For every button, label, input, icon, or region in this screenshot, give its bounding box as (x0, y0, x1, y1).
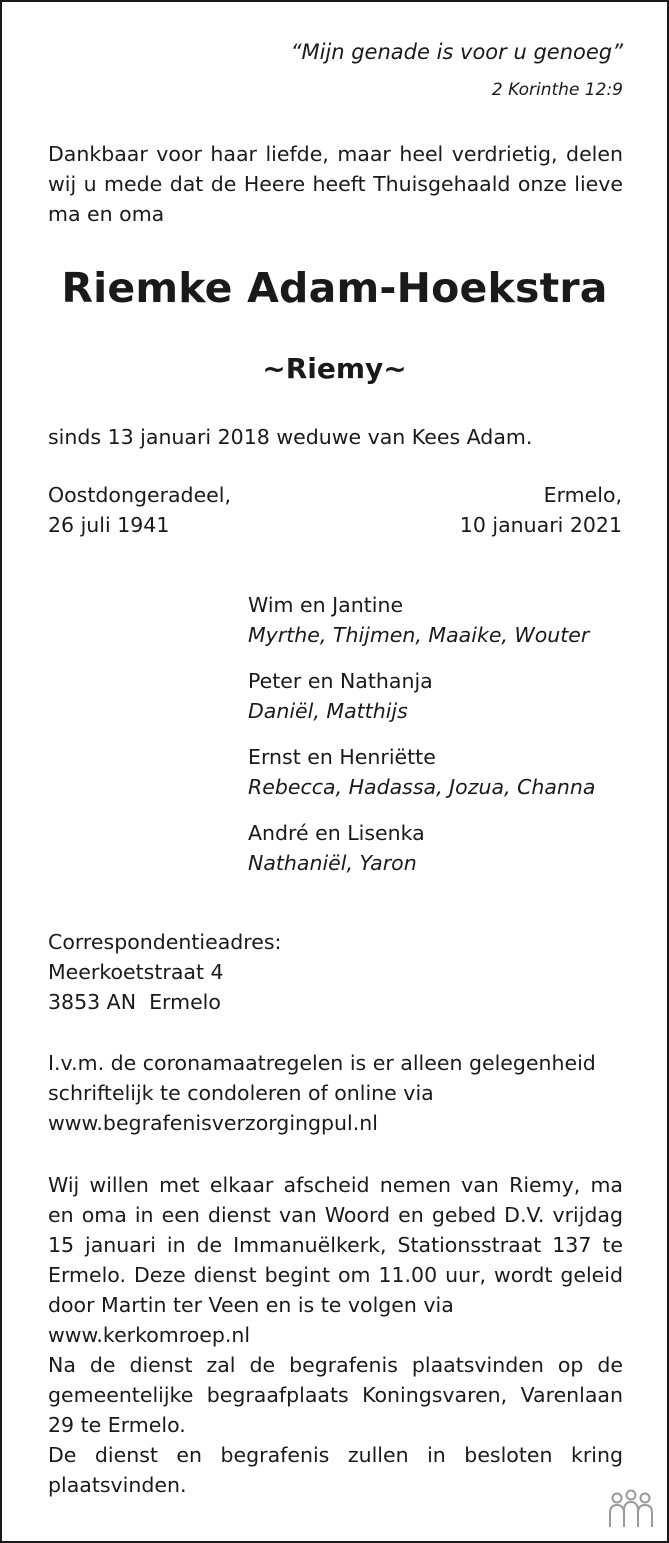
bible-quote: “Mijn genade is voor u genoeg” (290, 40, 623, 64)
family-parents: André en Lisenka (248, 821, 425, 845)
widow-line: sinds 13 januari 2018 weduwe van Kees Adam. (48, 425, 533, 449)
birth-place: Oostdongeradeel, (48, 483, 232, 507)
closing-paragraph: De dienst en begrafenis zullen in besloten kring plaatsvinden. (48, 1443, 623, 1497)
family-parents: Ernst en Henriëtte (248, 745, 436, 769)
condolence-line: I.v.m. de coronamaatregelen is er alleen gelegenheid (48, 1051, 596, 1075)
family-parents: Peter en Nathanja (248, 669, 433, 693)
correspondence-address (48, 927, 623, 1017)
correspondence-city: 3853 AN Ermelo (48, 990, 221, 1014)
death-date: 10 januari 2021 (459, 513, 622, 537)
family-children: Rebecca, Hadassa, Jozua, Channa (248, 775, 596, 799)
deceased-name: Riemke Adam-Hoekstra (61, 264, 608, 312)
family-parents: Wim en Jantine (248, 593, 404, 617)
family-children: Daniël, Matthijs (248, 699, 408, 723)
burial-paragraph: Na de dienst zal de begrafenis plaatsvinden op de gemeentelijke begraafplaats Koningsvaren, Varenlaan 29 te Ermelo. (48, 1353, 623, 1437)
correspondence-label: Correspondentieadres: (48, 930, 282, 954)
bible-reference: 2 Korinthe 12:9 (491, 80, 623, 100)
condolence-info (48, 1048, 623, 1138)
family-group (248, 742, 638, 802)
family-group (248, 666, 638, 726)
family-group (248, 590, 638, 650)
family-children: Nathaniël, Yaron (248, 851, 417, 875)
family-people-icon (607, 1489, 655, 1529)
correspondence-street: Meerkoetstraat 4 (48, 960, 224, 984)
service-info (48, 1170, 623, 1500)
death-place: Ermelo, (543, 483, 622, 507)
family-children: Myrthe, Thijmen, Maaike, Wouter (248, 623, 590, 647)
family-group (248, 818, 638, 878)
deceased-nickname: ~Riemy~ (262, 352, 407, 385)
service-paragraph: Wij willen met elkaar afscheid nemen van Riemy, ma en oma in een dienst van Woord en gebed D.V. vrijdag 15 januari in de Immanuëlkerk, Stationsstraat 137 te Ermelo. Deze dienst begint om 11.00 uur, wordt geleid door Martin ter Veen en is te volgen via (48, 1173, 623, 1317)
condolence-url: www.begrafenisverzorgingpul.nl (48, 1111, 378, 1135)
intro-text: Dankbaar voor haar liefde, maar heel verdrietig, delen wij u mede dat de Heere heeft Thuisgehaald onze lieve ma en oma (48, 142, 623, 226)
condolence-line: schriftelijk te condoleren of online via (48, 1081, 434, 1105)
birth-date: 26 juli 1941 (48, 513, 170, 537)
service-url: www.kerkomroep.nl (48, 1323, 251, 1347)
